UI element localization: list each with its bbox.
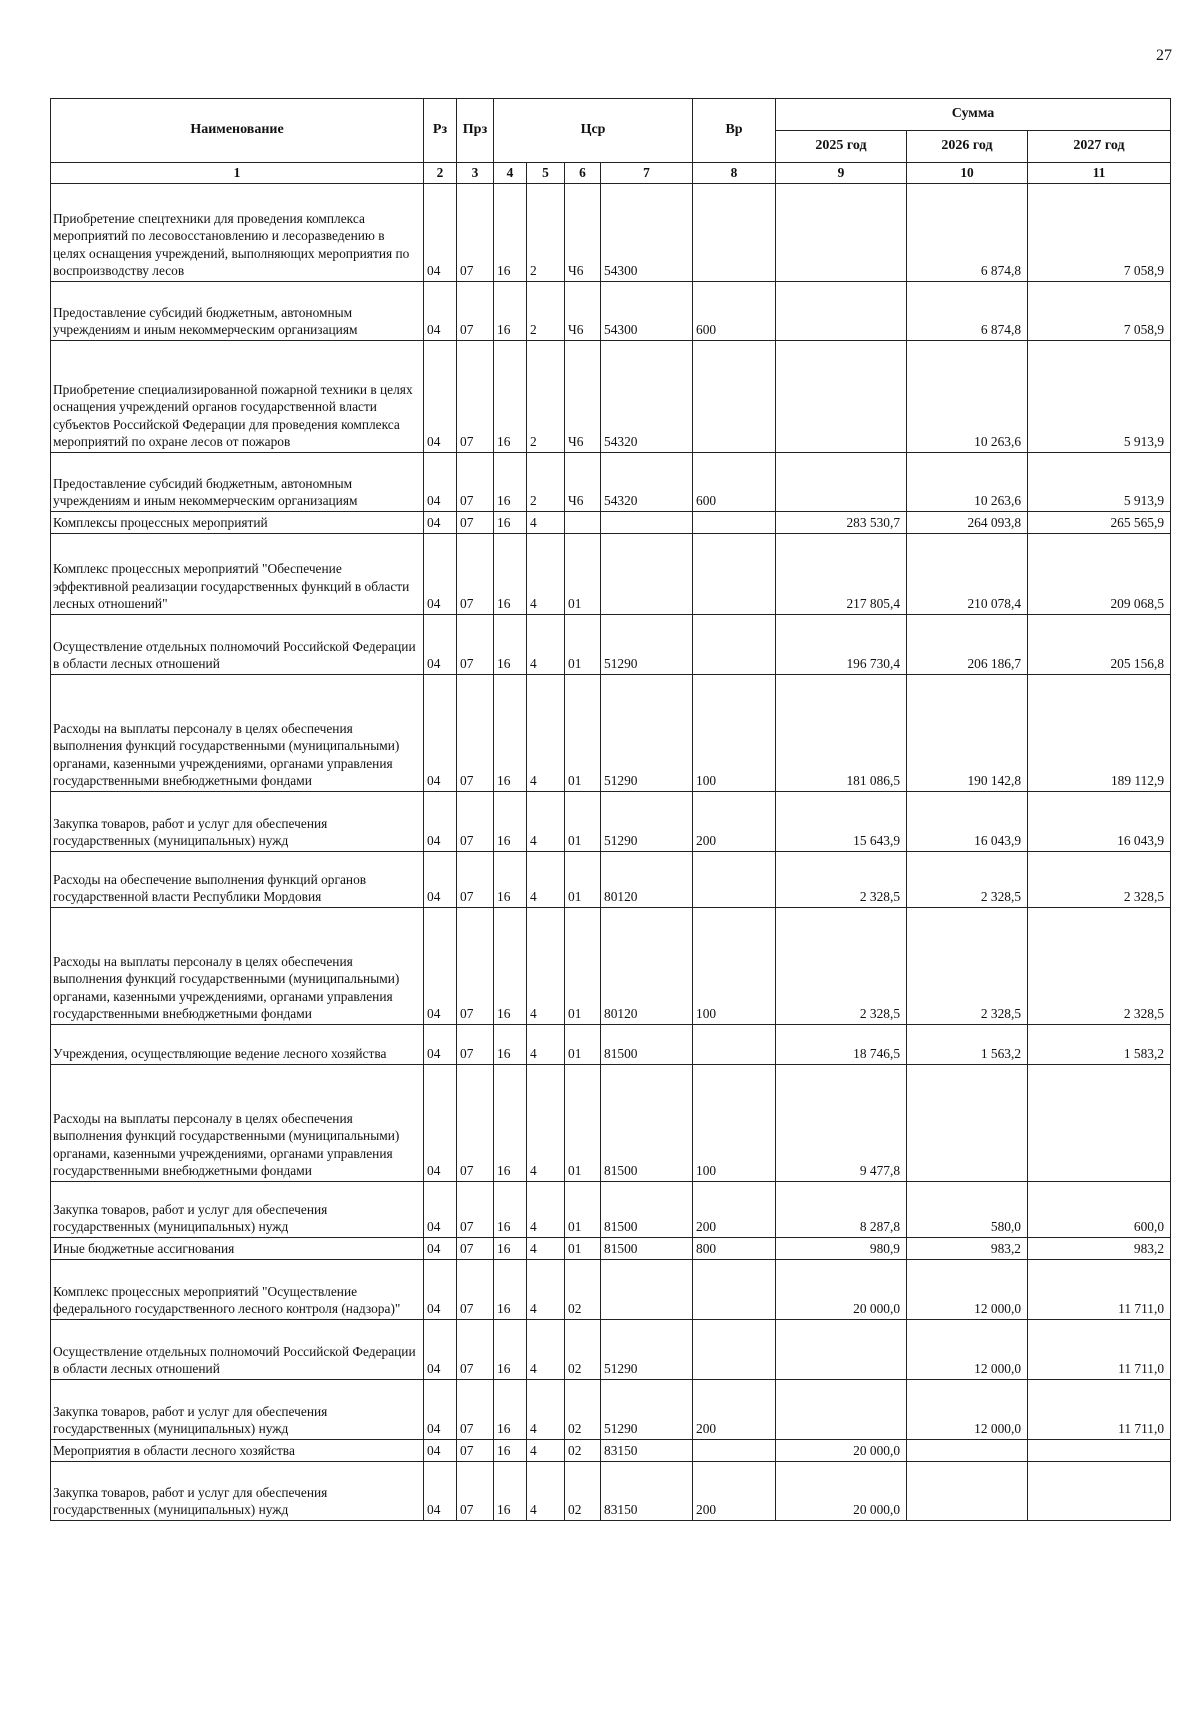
table-row: [51, 1025, 1171, 1065]
table-row: [51, 1380, 1171, 1440]
row-rz: 04: [424, 1320, 457, 1380]
row-csr-program: 16: [494, 675, 527, 792]
row-csr-group: 01: [565, 615, 601, 675]
col-number: 8: [693, 163, 776, 184]
row-name: Комплекс процессных мероприятий "Обеспечение эффективной реализации государственных функций в области лесных отношений": [51, 534, 424, 615]
col-number: 7: [601, 163, 693, 184]
row-rz: 04: [424, 1182, 457, 1238]
row-csr-group: 02: [565, 1320, 601, 1380]
row-amount-2027: 11 711,0: [1028, 1260, 1171, 1320]
row-csr-type: 4: [527, 1320, 565, 1380]
row-amount-2026: [907, 1462, 1028, 1521]
row-csr-direction: 51290: [601, 615, 693, 675]
row-csr-type: 4: [527, 615, 565, 675]
row-rz: 04: [424, 1025, 457, 1065]
col-number: 6: [565, 163, 601, 184]
row-amount-2025: 18 746,5: [776, 1025, 907, 1065]
row-name: Закупка товаров, работ и услуг для обеспечения государственных (муниципальных) нужд: [51, 792, 424, 852]
row-csr-program: 16: [494, 1462, 527, 1521]
row-csr-program: 16: [494, 184, 527, 282]
row-prz: 07: [457, 453, 494, 512]
row-amount-2027: 7 058,9: [1028, 184, 1171, 282]
row-csr-type: 4: [527, 1380, 565, 1440]
row-amount-2026: 983,2: [907, 1238, 1028, 1260]
row-vr: [693, 1025, 776, 1065]
col-number: 9: [776, 163, 907, 184]
row-amount-2026: 6 874,8: [907, 184, 1028, 282]
table-row: [51, 453, 1171, 512]
row-amount-2025: [776, 341, 907, 453]
row-csr-program: 16: [494, 852, 527, 908]
header-name: Наименование: [51, 99, 424, 163]
row-vr: 200: [693, 1462, 776, 1521]
row-name: Расходы на выплаты персоналу в целях обеспечения выполнения функций государственными (муниципальными) органами, казенными учреждениями, органами управления государственными внебюджетными фондами: [51, 675, 424, 792]
row-name: Осуществление отдельных полномочий Российской Федерации в области лесных отношений: [51, 1320, 424, 1380]
header-sum: Сумма: [776, 99, 1171, 131]
row-amount-2026: 206 186,7: [907, 615, 1028, 675]
row-amount-2027: 1 583,2: [1028, 1025, 1171, 1065]
row-rz: 04: [424, 1065, 457, 1182]
row-csr-type: 4: [527, 908, 565, 1025]
row-name: Приобретение спецтехники для проведения комплекса мероприятий по лесовосстановлению и лесоразведению в целях оснащения учреждений, выполняющих мероприятия по воспроизводству лесов: [51, 184, 424, 282]
row-csr-program: 16: [494, 1025, 527, 1065]
row-csr-group: 01: [565, 534, 601, 615]
row-csr-group: 01: [565, 852, 601, 908]
table-body: [51, 184, 1171, 1521]
row-amount-2025: [776, 1380, 907, 1440]
row-vr: [693, 615, 776, 675]
row-vr: [693, 534, 776, 615]
table-row: [51, 1320, 1171, 1380]
row-amount-2027: 205 156,8: [1028, 615, 1171, 675]
table-row: [51, 852, 1171, 908]
row-csr-direction: 81500: [601, 1025, 693, 1065]
row-amount-2026: 190 142,8: [907, 675, 1028, 792]
row-csr-program: 16: [494, 512, 527, 534]
row-prz: 07: [457, 184, 494, 282]
row-csr-group: 02: [565, 1440, 601, 1462]
row-prz: 07: [457, 1380, 494, 1440]
row-rz: 04: [424, 1462, 457, 1521]
row-vr: 200: [693, 792, 776, 852]
row-name: Предоставление субсидий бюджетным, автономным учреждениям и иным некоммерческим организациям: [51, 453, 424, 512]
header-csr: Цср: [494, 99, 693, 163]
row-amount-2026: 12 000,0: [907, 1320, 1028, 1380]
row-amount-2027: 5 913,9: [1028, 341, 1171, 453]
row-name: Мероприятия в области лесного хозяйства: [51, 1440, 424, 1462]
row-amount-2027: [1028, 1065, 1171, 1182]
table-row: [51, 1065, 1171, 1182]
table-row: [51, 1238, 1171, 1260]
row-csr-direction: 83150: [601, 1462, 693, 1521]
row-prz: 07: [457, 1440, 494, 1462]
row-csr-group: Ч6: [565, 453, 601, 512]
row-csr-type: 2: [527, 184, 565, 282]
row-csr-direction: 54300: [601, 184, 693, 282]
table-row: [51, 1182, 1171, 1238]
row-csr-type: 4: [527, 1238, 565, 1260]
row-csr-program: 16: [494, 1380, 527, 1440]
row-amount-2025: 9 477,8: [776, 1065, 907, 1182]
row-csr-type: 4: [527, 1462, 565, 1521]
row-prz: 07: [457, 282, 494, 341]
row-name: Комплексы процессных мероприятий: [51, 512, 424, 534]
row-prz: 07: [457, 341, 494, 453]
row-csr-group: 01: [565, 908, 601, 1025]
table-row: [51, 908, 1171, 1025]
row-amount-2027: 600,0: [1028, 1182, 1171, 1238]
row-name: Осуществление отдельных полномочий Российской Федерации в области лесных отношений: [51, 615, 424, 675]
row-name: Приобретение специализированной пожарной техники в целях оснащения учреждений органов государственной власти субъектов Российской Федерации для проведения комплекса мероприятий по охране лесов от пожаров: [51, 341, 424, 453]
row-csr-direction: 80120: [601, 908, 693, 1025]
row-csr-direction: 80120: [601, 852, 693, 908]
row-csr-program: 16: [494, 1260, 527, 1320]
row-prz: 07: [457, 852, 494, 908]
row-rz: 04: [424, 184, 457, 282]
row-amount-2025: 20 000,0: [776, 1440, 907, 1462]
col-number: 4: [494, 163, 527, 184]
row-name: Расходы на обеспечение выполнения функций органов государственной власти Республики Мордовия: [51, 852, 424, 908]
row-prz: 07: [457, 1320, 494, 1380]
row-csr-group: 02: [565, 1260, 601, 1320]
row-csr-program: 16: [494, 1182, 527, 1238]
row-csr-group: 01: [565, 1238, 601, 1260]
table-row: [51, 341, 1171, 453]
row-csr-group: 01: [565, 1025, 601, 1065]
row-csr-program: 16: [494, 908, 527, 1025]
row-csr-program: 16: [494, 1238, 527, 1260]
row-csr-type: 4: [527, 512, 565, 534]
table-row: [51, 1440, 1171, 1462]
row-amount-2027: 2 328,5: [1028, 852, 1171, 908]
row-csr-direction: [601, 534, 693, 615]
row-amount-2027: [1028, 1462, 1171, 1521]
row-rz: 04: [424, 282, 457, 341]
row-csr-type: 4: [527, 1440, 565, 1462]
row-prz: 07: [457, 675, 494, 792]
row-prz: 07: [457, 1182, 494, 1238]
row-csr-group: [565, 512, 601, 534]
row-vr: 100: [693, 675, 776, 792]
row-amount-2026: 580,0: [907, 1182, 1028, 1238]
row-amount-2026: [907, 1065, 1028, 1182]
row-csr-direction: 81500: [601, 1238, 693, 1260]
row-name: Учреждения, осуществляющие ведение лесного хозяйства: [51, 1025, 424, 1065]
row-name: Расходы на выплаты персоналу в целях обеспечения выполнения функций государственными (муниципальными) органами, казенными учреждениями, органами управления государственными внебюджетными фондами: [51, 908, 424, 1025]
row-name: Комплекс процессных мероприятий "Осуществление федерального государственного лесного контроля (надзора)": [51, 1260, 424, 1320]
row-amount-2026: 210 078,4: [907, 534, 1028, 615]
row-csr-program: 16: [494, 1320, 527, 1380]
row-csr-group: Ч6: [565, 282, 601, 341]
row-rz: 04: [424, 1380, 457, 1440]
row-rz: 04: [424, 615, 457, 675]
row-amount-2026: 264 093,8: [907, 512, 1028, 534]
header-year-2026: 2026 год: [907, 131, 1028, 163]
row-rz: 04: [424, 1260, 457, 1320]
row-prz: 07: [457, 1260, 494, 1320]
col-number: 5: [527, 163, 565, 184]
row-csr-type: 4: [527, 1260, 565, 1320]
row-vr: [693, 512, 776, 534]
row-vr: 200: [693, 1182, 776, 1238]
row-amount-2025: [776, 184, 907, 282]
row-amount-2027: 265 565,9: [1028, 512, 1171, 534]
row-csr-type: 4: [527, 534, 565, 615]
table-row: [51, 792, 1171, 852]
row-rz: 04: [424, 512, 457, 534]
row-csr-program: 16: [494, 534, 527, 615]
row-csr-group: 01: [565, 1182, 601, 1238]
row-rz: 04: [424, 534, 457, 615]
row-name: Закупка товаров, работ и услуг для обеспечения государственных (муниципальных) нужд: [51, 1380, 424, 1440]
col-number: 1: [51, 163, 424, 184]
row-csr-group: 02: [565, 1380, 601, 1440]
row-csr-direction: [601, 1260, 693, 1320]
row-csr-program: 16: [494, 615, 527, 675]
row-amount-2027: 189 112,9: [1028, 675, 1171, 792]
row-csr-program: 16: [494, 453, 527, 512]
row-csr-type: 4: [527, 792, 565, 852]
row-amount-2025: 196 730,4: [776, 615, 907, 675]
row-csr-direction: 54320: [601, 341, 693, 453]
row-csr-direction: 81500: [601, 1065, 693, 1182]
row-rz: 04: [424, 453, 457, 512]
row-csr-program: 16: [494, 282, 527, 341]
row-prz: 07: [457, 1065, 494, 1182]
row-amount-2027: 2 328,5: [1028, 908, 1171, 1025]
row-amount-2027: 5 913,9: [1028, 453, 1171, 512]
row-name: Предоставление субсидий бюджетным, автономным учреждениям и иным некоммерческим организациям: [51, 282, 424, 341]
row-csr-type: 2: [527, 341, 565, 453]
row-amount-2026: 16 043,9: [907, 792, 1028, 852]
row-csr-direction: 51290: [601, 675, 693, 792]
row-vr: [693, 1320, 776, 1380]
row-amount-2025: [776, 282, 907, 341]
row-csr-type: 4: [527, 1182, 565, 1238]
row-rz: 04: [424, 1238, 457, 1260]
row-amount-2026: 6 874,8: [907, 282, 1028, 341]
row-csr-direction: 54300: [601, 282, 693, 341]
table-row: [51, 1260, 1171, 1320]
row-csr-group: 02: [565, 1462, 601, 1521]
row-amount-2027: [1028, 1440, 1171, 1462]
row-prz: 07: [457, 512, 494, 534]
row-amount-2025: 2 328,5: [776, 852, 907, 908]
row-vr: [693, 1440, 776, 1462]
row-rz: 04: [424, 675, 457, 792]
row-csr-group: Ч6: [565, 184, 601, 282]
row-prz: 07: [457, 534, 494, 615]
row-csr-direction: 83150: [601, 1440, 693, 1462]
row-rz: 04: [424, 341, 457, 453]
row-name: Расходы на выплаты персоналу в целях обеспечения выполнения функций государственными (муниципальными) органами, казенными учреждениями, органами управления государственными внебюджетными фондами: [51, 1065, 424, 1182]
row-amount-2025: [776, 1320, 907, 1380]
row-csr-type: 4: [527, 1065, 565, 1182]
header-rz: Рз: [424, 99, 457, 163]
header-prz: Прз: [457, 99, 494, 163]
row-csr-type: 4: [527, 1025, 565, 1065]
row-amount-2025: 15 643,9: [776, 792, 907, 852]
page-number: 27: [1156, 47, 1172, 64]
row-csr-program: 16: [494, 1065, 527, 1182]
row-amount-2026: [907, 1440, 1028, 1462]
row-amount-2025: [776, 453, 907, 512]
row-csr-type: 2: [527, 282, 565, 341]
row-amount-2026: 2 328,5: [907, 852, 1028, 908]
row-amount-2025: 980,9: [776, 1238, 907, 1260]
row-csr-direction: 51290: [601, 1320, 693, 1380]
row-vr: 100: [693, 908, 776, 1025]
header-year-2027: 2027 год: [1028, 131, 1171, 163]
row-amount-2027: 7 058,9: [1028, 282, 1171, 341]
row-rz: 04: [424, 1440, 457, 1462]
row-amount-2027: 11 711,0: [1028, 1380, 1171, 1440]
row-amount-2025: 8 287,8: [776, 1182, 907, 1238]
row-vr: [693, 1260, 776, 1320]
table-row: [51, 675, 1171, 792]
row-amount-2026: 12 000,0: [907, 1260, 1028, 1320]
row-name: Закупка товаров, работ и услуг для обеспечения государственных (муниципальных) нужд: [51, 1182, 424, 1238]
row-csr-program: 16: [494, 792, 527, 852]
row-vr: [693, 341, 776, 453]
row-csr-type: 4: [527, 852, 565, 908]
row-csr-direction: 81500: [601, 1182, 693, 1238]
row-name: Закупка товаров, работ и услуг для обеспечения государственных (муниципальных) нужд: [51, 1462, 424, 1521]
row-amount-2025: 181 086,5: [776, 675, 907, 792]
row-vr: 100: [693, 1065, 776, 1182]
row-amount-2027: 983,2: [1028, 1238, 1171, 1260]
row-amount-2027: 16 043,9: [1028, 792, 1171, 852]
row-csr-type: 2: [527, 453, 565, 512]
row-csr-group: 01: [565, 675, 601, 792]
col-number: 10: [907, 163, 1028, 184]
row-csr-program: 16: [494, 1440, 527, 1462]
col-number: 3: [457, 163, 494, 184]
row-amount-2027: 209 068,5: [1028, 534, 1171, 615]
row-vr: 800: [693, 1238, 776, 1260]
header-year-2025: 2025 год: [776, 131, 907, 163]
row-csr-type: 4: [527, 675, 565, 792]
row-prz: 07: [457, 1462, 494, 1521]
row-csr-direction: [601, 512, 693, 534]
row-prz: 07: [457, 1025, 494, 1065]
row-amount-2025: 20 000,0: [776, 1462, 907, 1521]
table-row: [51, 615, 1171, 675]
row-amount-2026: 10 263,6: [907, 341, 1028, 453]
row-amount-2026: 1 563,2: [907, 1025, 1028, 1065]
header-vr: Вр: [693, 99, 776, 163]
row-amount-2026: 12 000,0: [907, 1380, 1028, 1440]
row-name: Иные бюджетные ассигнования: [51, 1238, 424, 1260]
row-amount-2025: 20 000,0: [776, 1260, 907, 1320]
row-rz: 04: [424, 852, 457, 908]
row-vr: [693, 184, 776, 282]
row-rz: 04: [424, 908, 457, 1025]
row-csr-direction: 51290: [601, 792, 693, 852]
table-row: [51, 282, 1171, 341]
row-amount-2025: 2 328,5: [776, 908, 907, 1025]
row-amount-2025: 217 805,4: [776, 534, 907, 615]
row-vr: 600: [693, 453, 776, 512]
table-row: [51, 512, 1171, 534]
table-row: [51, 184, 1171, 282]
row-csr-group: 01: [565, 1065, 601, 1182]
row-vr: 200: [693, 1380, 776, 1440]
row-amount-2025: 283 530,7: [776, 512, 907, 534]
row-amount-2027: 11 711,0: [1028, 1320, 1171, 1380]
row-csr-program: 16: [494, 341, 527, 453]
row-prz: 07: [457, 615, 494, 675]
row-prz: 07: [457, 1238, 494, 1260]
row-amount-2026: 10 263,6: [907, 453, 1028, 512]
row-csr-group: Ч6: [565, 341, 601, 453]
row-csr-direction: 51290: [601, 1380, 693, 1440]
row-csr-group: 01: [565, 792, 601, 852]
row-vr: [693, 852, 776, 908]
col-number: 2: [424, 163, 457, 184]
col-number: 11: [1028, 163, 1171, 184]
row-prz: 07: [457, 908, 494, 1025]
table-row: [51, 1462, 1171, 1521]
row-rz: 04: [424, 792, 457, 852]
row-vr: 600: [693, 282, 776, 341]
row-prz: 07: [457, 792, 494, 852]
budget-table: [50, 98, 1171, 1521]
table-row: [51, 534, 1171, 615]
row-csr-direction: 54320: [601, 453, 693, 512]
row-amount-2026: 2 328,5: [907, 908, 1028, 1025]
